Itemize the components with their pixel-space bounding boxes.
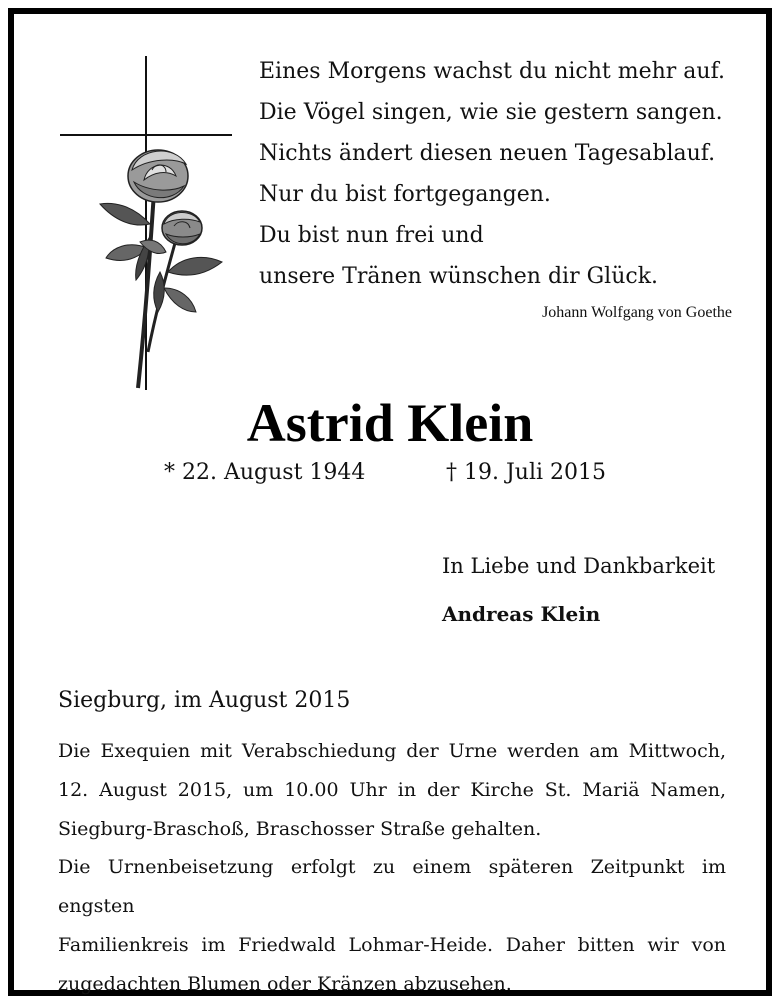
poem-line: Eines Morgens wachst du nicht mehr auf. [259,59,725,84]
paragraph-line: Siegburg-Braschoß, Braschosser Straße gehalten. [58,818,542,840]
paragraph-line: Familienkreis im Friedwald Lohmar-Heide. Daher bitten wir von [58,934,726,956]
poem [259,51,739,297]
paragraph-line: zugedachten Blumen oder Kränzen abzusehen. [58,973,512,995]
place-date: Siegburg, im August 2015 [58,688,351,713]
death-date: † 19. Juli 2015 [446,460,607,485]
paragraph-line: 12. August 2015, um 10.00 Uhr in der Kirche St. Mariä Namen, [58,779,726,801]
poem-line: unsere Tränen wünschen dir Glück. [259,264,659,289]
poem-line: Die Vögel singen, wie sie gestern sangen. [259,100,723,125]
cross-with-roses-icon [54,52,234,392]
poem-author: Johann Wolfgang von Goethe [542,304,732,321]
dedication: In Liebe und Dankbarkeit [442,554,716,578]
mourner-name: Andreas Klein [442,602,601,626]
deceased-name: Astrid Klein [246,393,534,453]
poem-line: Nichts ändert diesen neuen Tagesablauf. [259,141,716,166]
poem-line: Du bist nun frei und [259,223,484,248]
paragraph-line: Die Exequien mit Verabschiedung der Urne werden am Mittwoch, [58,740,726,762]
birth-date: * 22. August 1944 [164,460,366,485]
paragraph-line: Die Urnenbeisetzung erfolgt zu einem späteren Zeitpunkt im engsten [58,856,726,917]
poem-line: Nur du bist fortgegangen. [259,182,551,207]
obituary-card [8,8,772,996]
burial-paragraph [58,848,726,1004]
funeral-paragraph [58,732,726,849]
